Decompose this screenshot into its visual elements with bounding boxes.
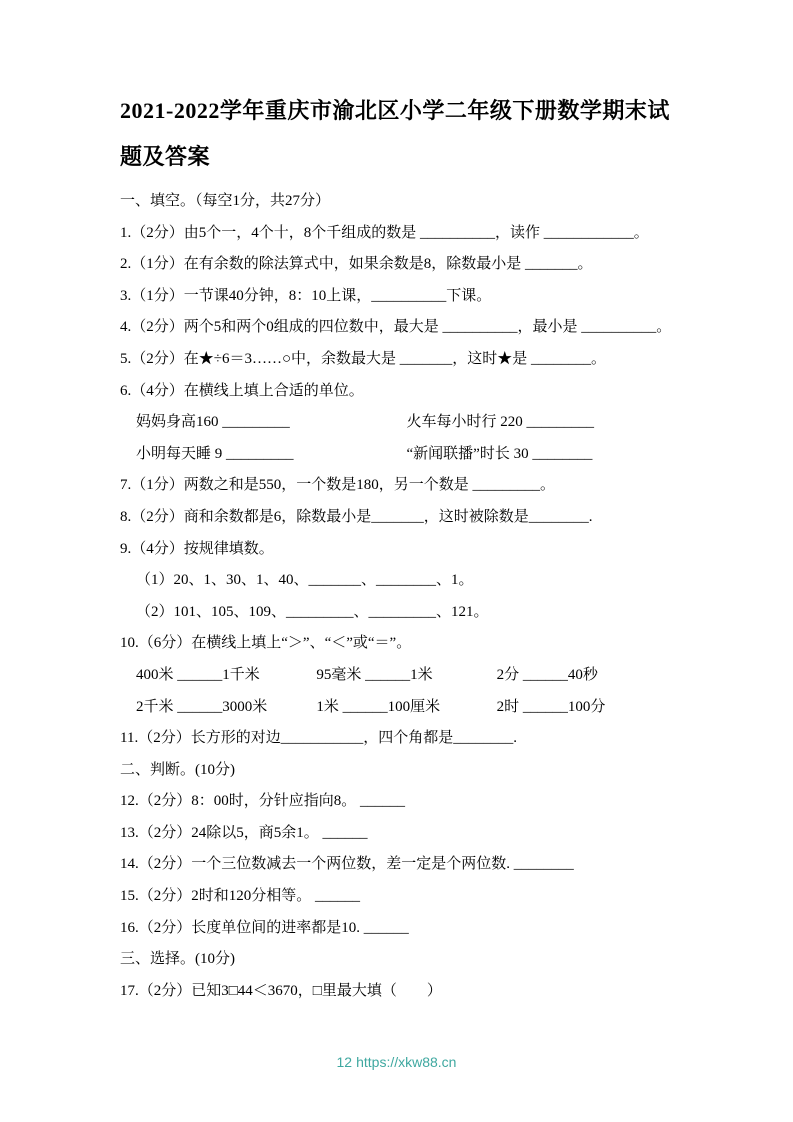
line-segment: 火车每小时行 220 _________: [406, 414, 595, 431]
question-line: 二、判断。(10分): [120, 761, 235, 778]
question-line: [120, 660, 677, 692]
question-line: 10.（6分）在横线上填上“＞”、“＜”或“＝”。: [120, 635, 412, 652]
question-line: 3.（1分）一节课40分钟，8：10上课，__________下课。: [120, 287, 492, 304]
line-segment: 1米 ______100厘米: [316, 698, 441, 715]
question-line: 8.（2分）商和余数都是6，除数最小是_______，这时被除数是________.: [120, 508, 593, 525]
question-line: 12.（2分）8：00时，分针应指向8。 ______: [120, 793, 406, 810]
line-segment: 2分 ______40秒: [496, 666, 598, 683]
line-segment: 2千米 ______3000米: [136, 698, 268, 715]
question-line: （1）20、1、30、1、40、_______、________、1。: [136, 572, 474, 589]
question-line: [120, 407, 677, 439]
line-segment: “新闻联播”时长 30 ________: [406, 445, 593, 462]
document-body: [0, 180, 793, 1007]
line-segment: 妈妈身高160 _________: [136, 414, 290, 431]
question-line: 14.（2分）一个三位数减去一个两位数，差一定是个两位数. ________: [120, 856, 574, 873]
question-line: 15.（2分）2时和120分相等。 ______: [120, 888, 361, 905]
question-line: 三、选择。(10分): [120, 951, 235, 968]
question-line: 11.（2分）长方形的对边___________，四个角都是________.: [120, 730, 517, 747]
question-line: （2）101、105、109、_________、_________、121。: [136, 603, 489, 620]
line-segment: 2时 ______100分: [496, 698, 606, 715]
question-line: 17.（2分）已知3□44＜3670，□里最大填（ ）: [120, 982, 442, 999]
line-segment: 400米 ______1千米: [136, 666, 260, 683]
question-line: [120, 692, 677, 724]
document-title: 2021-2022学年重庆市渝北区小学二年级下册数学期末试题及答案: [120, 98, 670, 169]
page-number: 12: [336, 1054, 353, 1070]
question-line: 5.（2分）在★÷6＝3……○中，余数最大是 _______，这时★是 ________。: [120, 350, 607, 367]
question-line: 7.（1分）两数之和是550，一个数是180，另一个数是 _________。: [120, 477, 556, 494]
question-line: 2.（1分）在有余数的除法算式中，如果余数是8，除数最小是 _______。: [120, 256, 593, 273]
question-line: 9.（4分）按规律填数。: [120, 540, 274, 557]
page-footer: [0, 1054, 793, 1070]
line-segment: 95毫米 ______1米: [316, 666, 433, 683]
question-line: 1.（2分）由5个一，4个十，8个千组成的数是 __________，读作 ____________。: [120, 224, 649, 241]
question-line: [120, 439, 677, 471]
line-segment: 小明每天睡 9 _________: [136, 445, 294, 462]
question-line: 16.（2分）长度单位间的进率都是10. ______: [120, 919, 409, 936]
question-line: 一、填空。（每空1分，共27分）: [120, 193, 331, 209]
question-line: 4.（2分）两个5和两个0组成的四位数中，最大是 __________，最小是 __________。: [120, 319, 672, 336]
question-line: 13.（2分）24除以5，商5余1。 ______: [120, 824, 368, 841]
question-line: 6.（4分）在横线上填上合适的单位。: [120, 382, 364, 399]
footer-link[interactable]: https://xkw88.cn: [356, 1054, 457, 1070]
